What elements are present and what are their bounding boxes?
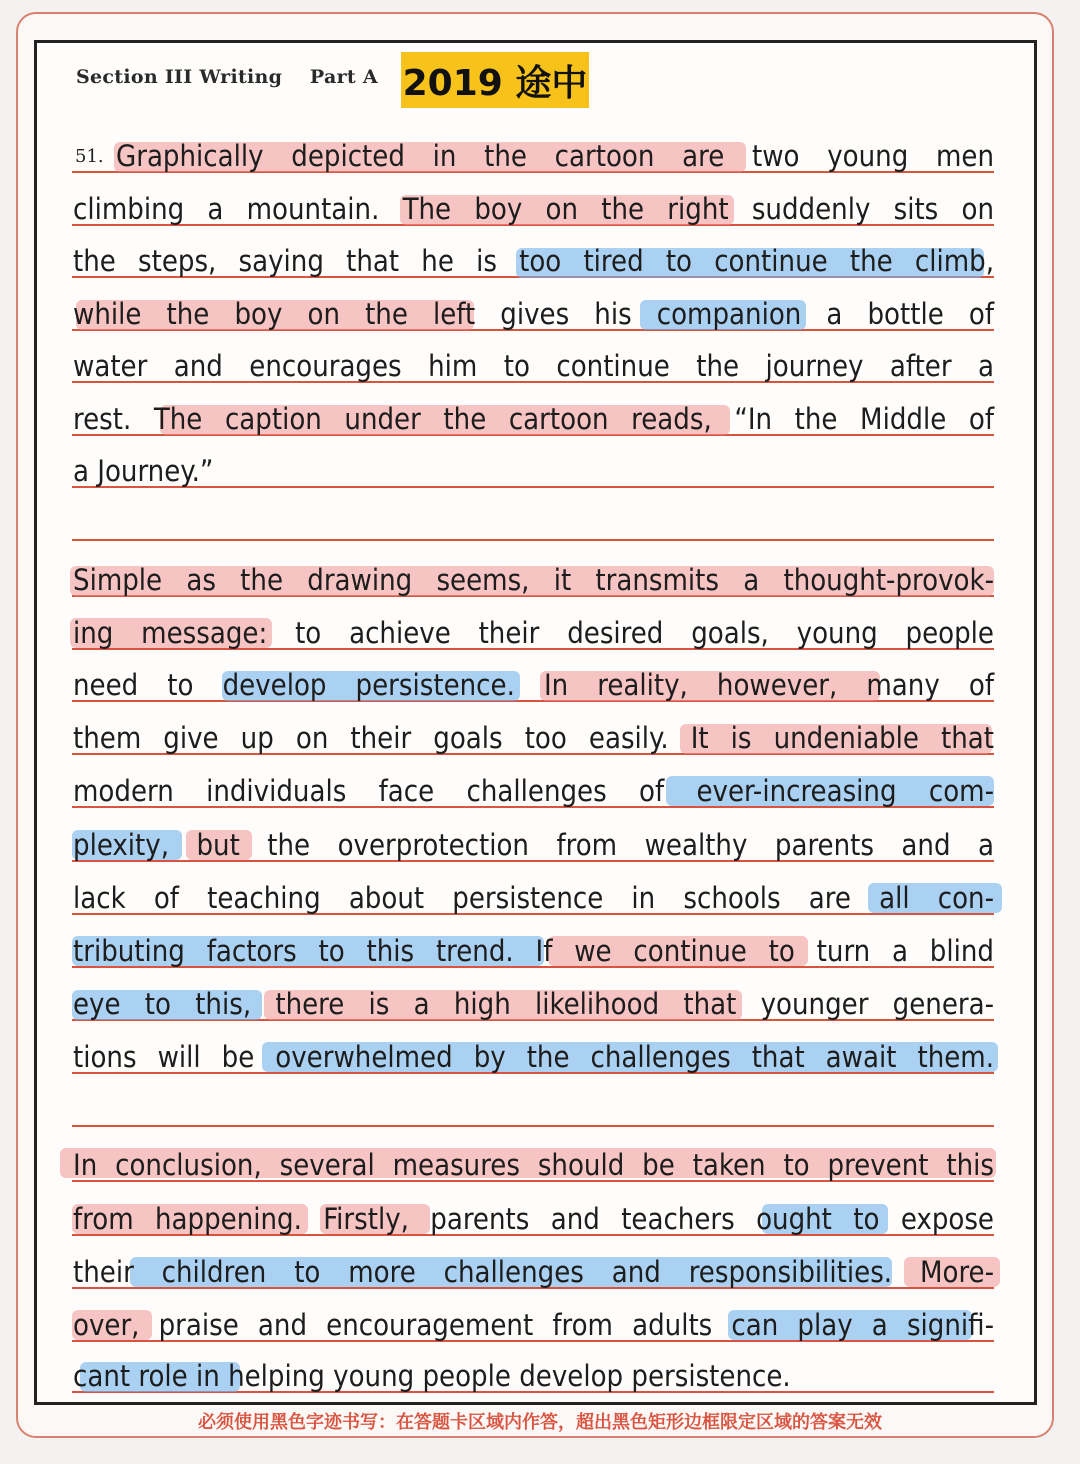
essay-line: over, praise and encouragement from adults can play a signifi- (73, 1308, 994, 1342)
essay-line: the steps, saying that he is too tired to continue the climb, (73, 244, 994, 278)
essay-line: plexity, but the overprotection from wealthy parents and a (73, 828, 994, 862)
rule-line (72, 539, 994, 541)
essay-line: cant role in helping young people develop persistence. (73, 1359, 791, 1393)
essay-line: tributing factors to this trend. If we continue to turn a blind (73, 934, 994, 968)
essay-line: them give up on their goals too easily. It is undeniable that (73, 721, 994, 755)
rule-line (72, 1125, 994, 1127)
essay-line: In conclusion, several measures should be taken to prevent this (73, 1148, 994, 1182)
essay-line: while the boy on the left gives his companion a bottle of (73, 297, 994, 331)
essay-line: climbing a mountain. The boy on the right suddenly sits on (73, 192, 994, 226)
essay-line: Simple as the drawing seems, it transmits a thought-provok- (73, 563, 994, 597)
essay-line: from happening. Firstly, parents and teachers ought to expose (73, 1202, 994, 1236)
essay-line: need to develop persistence. In reality, however, many of (73, 668, 994, 702)
question-number: 51. (75, 146, 104, 167)
essay-line: eye to this, there is a high likelihood that younger genera- (73, 987, 994, 1021)
essay-line: their children to more challenges and responsibilities. More- (73, 1255, 994, 1289)
year-tag: 2019 途中 (401, 52, 589, 108)
essay-line: a Journey.” (73, 454, 214, 488)
footer-instruction: 必须使用黑色字迹书写：在答题卡区域内作答，超出黑色矩形边框限定区域的答案无效 (198, 1412, 882, 1433)
essay-line: lack of teaching about persistence in schools are all con- (73, 881, 994, 915)
section-label: Section III Writing Part A (76, 66, 378, 88)
essay-line: ing message: to achieve their desired goals, young people (73, 616, 994, 650)
essay-line: Graphically depicted in the cartoon are two young men (116, 139, 994, 173)
essay-line: water and encourages him to continue the journey after a (73, 349, 994, 383)
essay-line: tions will be overwhelmed by the challenges that await them. (73, 1040, 994, 1074)
essay-line: rest. The caption under the cartoon reads, “In the Middle of (73, 402, 994, 436)
essay-line: modern individuals face challenges of ever-increasing com- (73, 774, 994, 808)
